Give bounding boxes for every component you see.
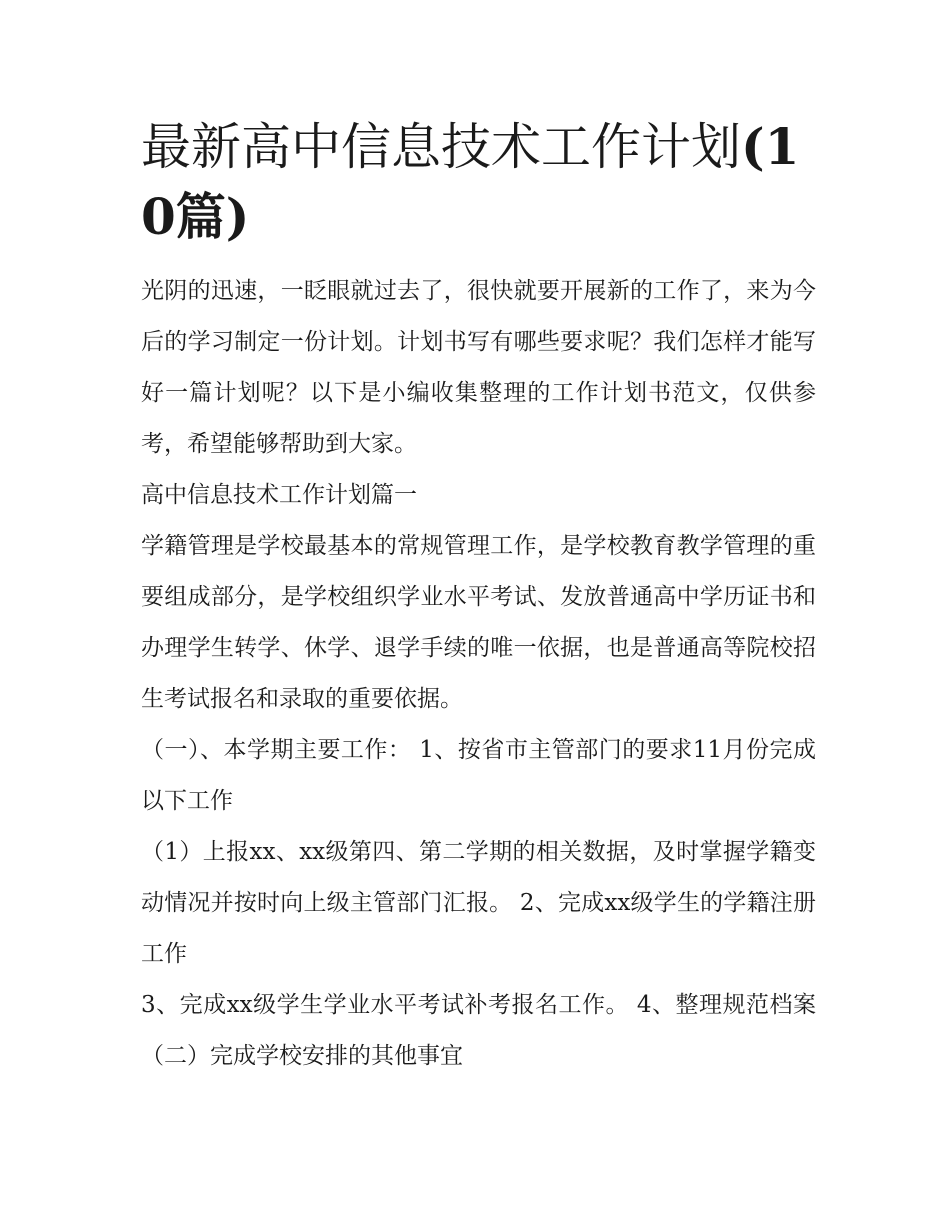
body-paragraph-3: （1）上报xx、xx级第四、第二学期的相关数据，及时掌握学籍变动情况并按时向上级主管部门汇报。 2、完成xx级学生的学籍注册工作 xyxy=(141,839,816,967)
section-heading: 高中信息技术工作计划篇一 xyxy=(141,482,417,508)
body-paragraph-1: 学籍管理是学校最基本的常规管理工作，是学校教育教学管理的重要组成部分，是学校组织学业水平考试、发放普通高中学历证书和办理学生转学、休学、退学手续的唯一依据，也是普通高等院校招生考试报名和录取的重要依据。 xyxy=(141,533,816,712)
body-paragraph-4: 3、完成xx级学生学业水平考试补考报名工作。 4、整理规范档案 （二）完成学校安排的其他事宜 xyxy=(141,992,816,1069)
title-main: 最新高中信息技术工作计划 xyxy=(141,118,741,176)
body-paragraph-2: （一）、本学期主要工作： 1、按省市主管部门的要求11月份完成以下工作 xyxy=(141,737,816,814)
document-page xyxy=(141,112,816,1082)
intro-paragraph: 光阴的迅速，一眨眼就过去了，很快就要开展新的工作了，来为今后的学习制定一份计划。计划书写有哪些要求呢？我们怎样才能写好一篇计划呢？以下是小编收集整理的工作计划书范文，仅供参考，希望能够帮助到大家。 xyxy=(141,278,816,457)
document-title xyxy=(141,112,816,252)
title-tail: (10篇) xyxy=(141,117,800,246)
